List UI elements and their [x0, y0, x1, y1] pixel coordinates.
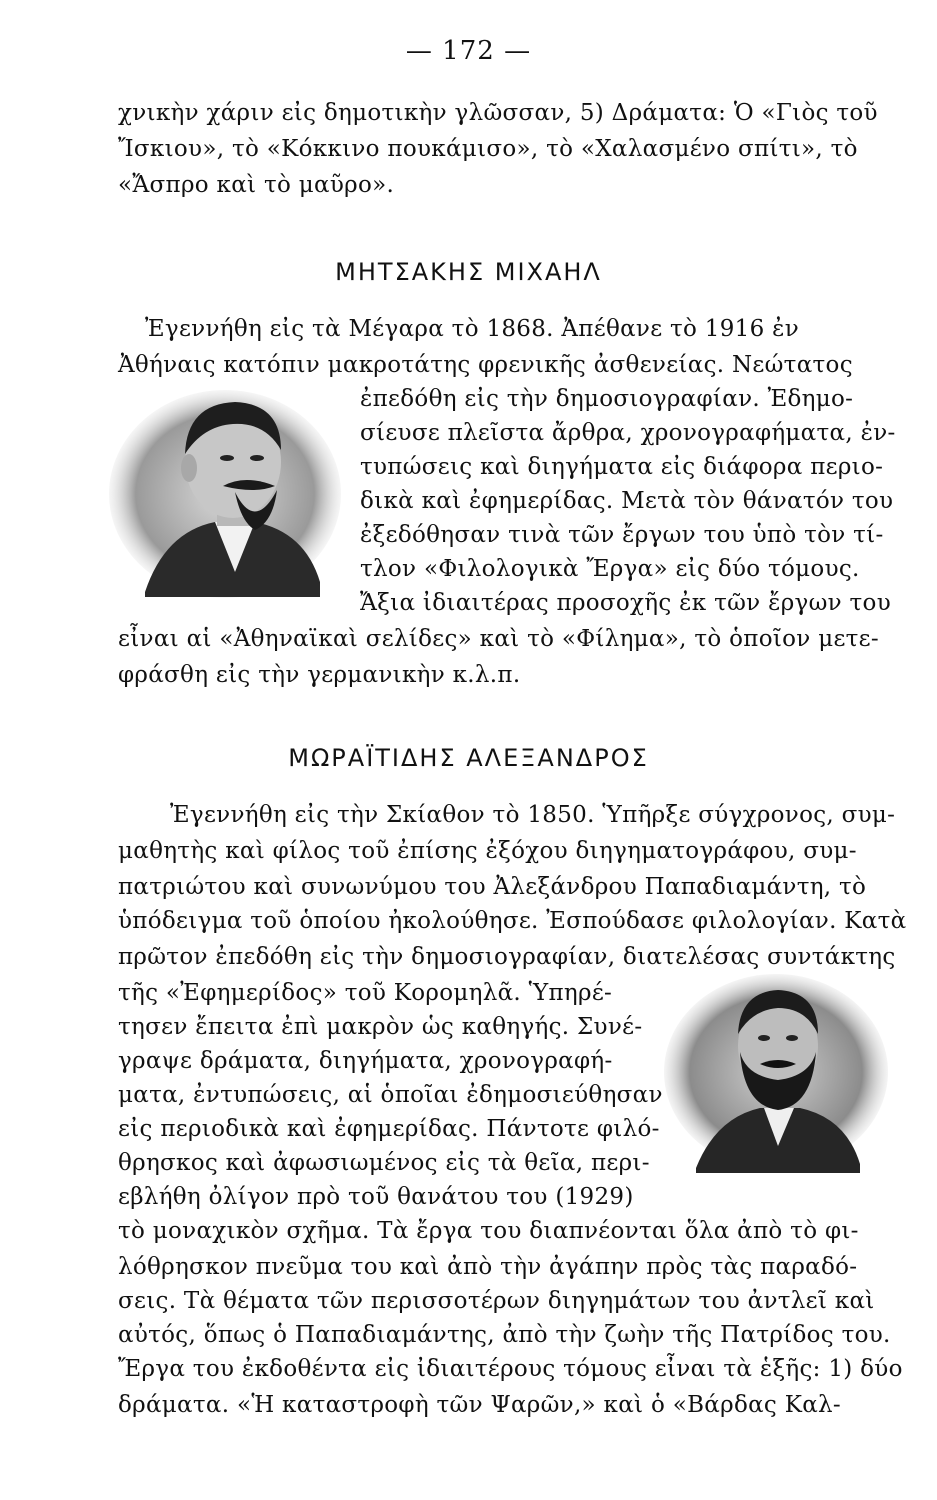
intro-line: Ἴσκιου», τὸ «Κόκκινο πουκάμισο», τὸ «Χαλασμένο σπίτι», τὸ — [118, 136, 858, 162]
text-line: ἐπεδόθη εἰς τὴν δημοσιογραφίαν. Ἐδημο- — [360, 386, 854, 412]
text-line: τλον «Φιλολογικὰ Ἔργα» εἰς δύο τόμους. — [360, 556, 860, 582]
text-line: Ἐγεννήθη εἰς τὰ Μέγαρα τὸ 1868. Ἀπέθανε τὸ 1916 ἐν — [145, 316, 800, 342]
text-line: εἶναι αἱ «Ἀθηναϊκαὶ σελίδες» καὶ τὸ «Φίλημα», τὸ ὁποῖον μετε- — [118, 626, 879, 652]
portrait-mitsakis — [105, 382, 345, 600]
text-line: πρῶτον ἐπεδόθη εἰς τὴν δημοσιογραφίαν, διατελέσας συντάκτης — [118, 944, 896, 970]
text-line: τὸ μοναχικὸν σχῆμα. Τὰ ἔργα του διαπνέονται ὅλα ἀπὸ τὸ φι- — [118, 1218, 859, 1244]
text-line: δικὰ καὶ ἐφημερίδας. Μετὰ τὸν θάνατόν του — [360, 488, 894, 514]
text-line: τῆς «Ἐφημερίδος» τοῦ Κορομηλᾶ. Ὑπηρέ- — [118, 980, 613, 1006]
intro-line: «Ἄσπρο καὶ τὸ μαῦρο». — [118, 172, 395, 198]
intro-line: χνικὴν χάριν εἰς δημοτικὴν γλῶσσαν, 5) Δράματα: Ὁ «Γιὸς τοῦ — [118, 100, 878, 126]
text-line: εἰς περιοδικὰ καὶ ἐφημερίδας. Πάντοτε φιλό- — [118, 1116, 660, 1142]
text-line: φράσθη εἰς τὴν γερμανικὴν κ.λ.π. — [118, 662, 521, 688]
text-line: ὑπόδειγμα τοῦ ὁποίου ἠκολούθησε. Ἐσπούδασε φιλολογίαν. Κατὰ — [118, 908, 907, 934]
text-line: σεις. Τὰ θέματα τῶν περισσοτέρων διηγημάτων του ἀντλεῖ καὶ — [118, 1288, 875, 1314]
text-line: ἐξεδόθησαν τινὰ τῶν ἔργων του ὑπὸ τὸν τί- — [360, 522, 884, 548]
text-line: πατριώτου καὶ συνωνύμου του Ἀλεξάνδρου Παπαδιαμάντη, τὸ — [118, 874, 867, 900]
text-line: λόθρησκον πνεῦμα του καὶ ἀπὸ τὴν ἀγάπην πρὸς τὰς παραδό- — [118, 1254, 858, 1280]
text-line: αὐτός, ὅπως ὁ Παπαδιαμάντης, ἀπὸ τὴν ζωὴν τῆς Πατρίδος του. — [118, 1322, 891, 1348]
text-line: σίευσε πλεῖστα ἄρθρα, χρονογραφήματα, ἐν- — [360, 420, 896, 446]
text-line: θρησκος καὶ ἀφωσιωμένος εἰς τὰ θεῖα, περι- — [118, 1150, 650, 1176]
text-line: Ἐγεννήθη εἰς τὴν Σκίαθον τὸ 1850. Ὑπῆρξε σύγχρονος, συμ- — [170, 802, 896, 828]
text-line: μαθητὴς καὶ φίλος τοῦ ἐπίσης ἐξόχου διηγηματογράφου, συμ- — [118, 838, 857, 864]
text-line: ματα, ἐντυπώσεις, αἱ ὁποῖαι ἐδημοσιεύθησαν — [118, 1082, 663, 1108]
text-line: τυπώσεις καὶ διηγήματα εἰς διάφορα περιο- — [360, 454, 884, 480]
text-line: Ἄξια ἰδιαιτέρας προσοχῆς ἐκ τῶν ἔργων του — [360, 590, 891, 616]
text-line: δράματα. «Ἡ καταστροφὴ τῶν Ψαρῶν,» καὶ ὁ «Βάρδας Καλ- — [118, 1392, 841, 1418]
text-line: τησεν ἔπειτα ἐπὶ μακρὸν ὡς καθηγής. Συνέ- — [118, 1014, 643, 1040]
section-heading-mitsakis: ΜΗΤΣΑΚΗΣ ΜΙΧΑΗΛ — [335, 258, 602, 286]
page-number: — 172 — — [405, 36, 532, 66]
text-line: Ἔργα του ἐκδοθέντα εἰς ἰδιαιτέρους τόμους εἶναι τὰ ἑξῆς: 1) δύο — [118, 1356, 903, 1382]
text-line: Ἀθήναις κατόπιν μακροτάτης φρενικῆς ἀσθενείας. Νεώτατος — [118, 352, 853, 378]
text-line: εβλήθη ὀλίγον πρὸ τοῦ θανάτου του (1929) — [118, 1184, 634, 1210]
text-line: γραψε δράματα, διηγήματα, χρονογραφή- — [118, 1048, 613, 1074]
portrait-moraitidis — [660, 968, 892, 1174]
section-heading-moraitidis: ΜΩΡΑΪΤΙΔΗΣ ΑΛΕΞΑΝΔΡΟΣ — [288, 744, 649, 772]
